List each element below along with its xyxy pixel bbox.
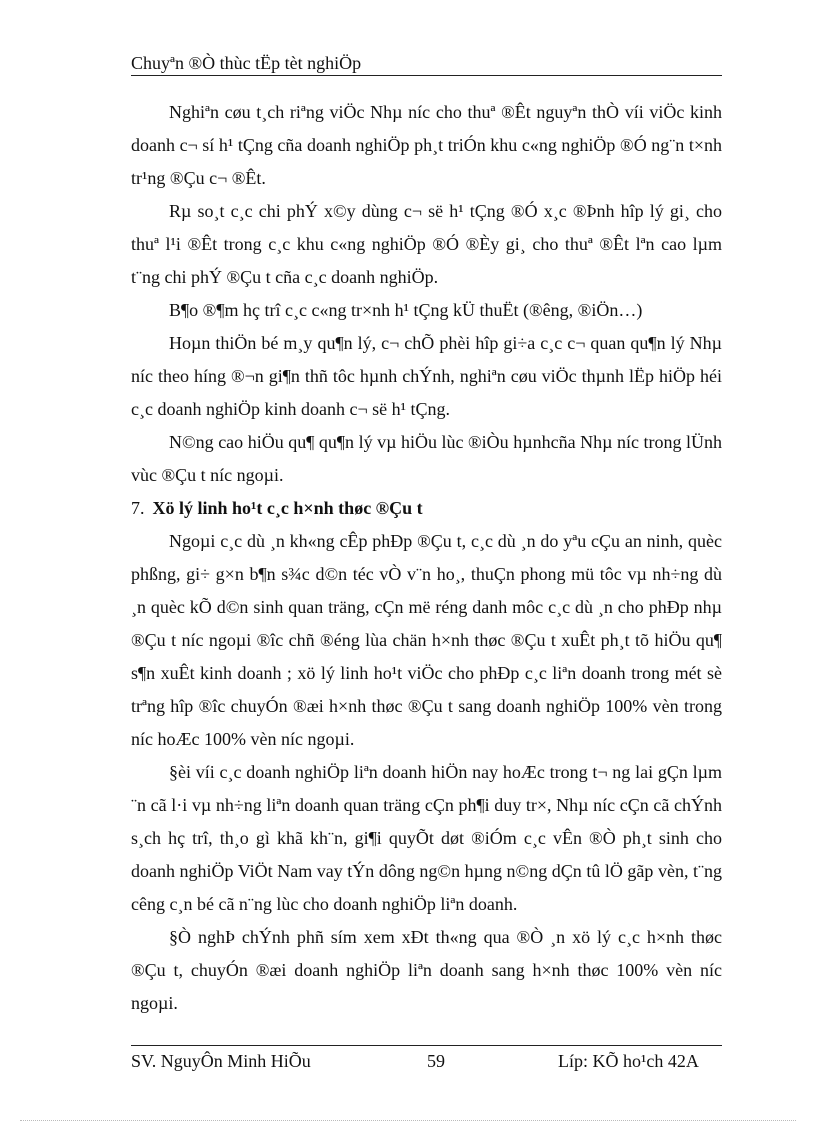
body-paragraph: §Ò nghÞ chÝnh phñ sím xem xÐt th«ng qua ®Ò ¸n xö lý c¸c h×nh thøc ®Çu t, chuyÓn ®æi doanh nghiÖp liªn doanh sang h×nh thøc 100% vèn níc ngoµi.	[131, 927, 722, 1013]
section-title: Xö lý linh ho¹t c¸c h×nh thøc ®Çu t	[152, 498, 423, 518]
document-body	[131, 96, 722, 1020]
body-paragraph: N©ng cao hiÖu qu¶ qu¶n lý vµ hiÖu lùc ®iÒu hµnhcña Nhµ níc trong lÜnh vùc ®Çu t níc ngoµi.	[131, 432, 722, 485]
body-paragraph: §èi víi c¸c doanh nghiÖp liªn doanh hiÖn nay hoÆc trong t¬ ng lai gÇn lµm ¨n cã l·i vµ nh÷ng liªn doanh quan träng cÇn ph¶i duy tr×, Nhµ níc cÇn cã chÝnh s¸ch hç trî, th¸o gì khã kh¨n, gi¶i quyÕt døt ®iÓm c¸c vÊn ®Ò ph¸t sinh cho doanh nghiÖp ViÖt Nam vay tÝn dông ng©n hµng n©ng dÇn tû lÖ gãp vèn, t¨ng cêng c¸n bé cã n¨ng lùc cho doanh nghiÖp liªn doanh.	[131, 762, 722, 914]
section-number: 7.	[131, 498, 145, 518]
body-paragraph: Ngoµi c¸c dù ¸n kh«ng cÊp phÐp ®Çu t, c¸c dù ¸n do yªu cÇu an ninh, quèc phßng, gi÷ g×n b¶n s¾c d©n téc vÒ v¨n ho¸, thuÇn phong mü tôc vµ nh÷ng dù ¸n quèc kÕ d©n sinh quan träng, cÇn më réng danh môc c¸c dù ¸n cho phÐp nhµ ®Çu t níc ngoµi ®îc chñ ®éng lùa chän h×nh thøc ®Çu t xuÊt ph¸t tõ hiÖu qu¶ s¶n xuÊt kinh doanh ; xö lý linh ho¹t viÖc cho phÐp c¸c liªn doanh trong mét sè trªng hîp ®îc chuyÓn ®æi h×nh thøc ®Çu t sang doanh nghiÖp 100% vèn trong níc hoÆc 100% vèn níc ngoµi.	[131, 531, 722, 749]
section-heading	[131, 492, 722, 525]
body-paragraph: B¶o ®¶m hç trî c¸c c«ng tr×nh h¹ tÇng kÜ thuËt (®êng, ®iÖn…)	[169, 300, 643, 320]
body-paragraph: Nghiªn cøu t¸ch riªng viÖc Nhµ níc cho thuª ®Êt nguyªn thÒ víi viÖc kinh doanh c¬ sí h¹ tÇng cña doanh nghiÖp ph¸t triÓn khu c«ng nghiÖp ®Ó ng¨n t×nh tr¹ng ®Çu c¬ ®Êt.	[131, 102, 722, 188]
page-header	[131, 52, 722, 76]
page-bottom-edge	[20, 1120, 796, 1121]
footer-class: Líp: KÕ ho¹ch 42A	[558, 1051, 699, 1071]
footer-divider	[131, 1045, 722, 1046]
body-paragraph: Rµ so¸t c¸c chi phÝ x©y dùng c¬ së h¹ tÇng ®Ó x¸c ®Þnh hîp lý gi¸ cho thuª l¹i ®Êt trong c¸c khu c«ng nghiÖp ®Ó ®Èy gi¸ cho thuª ®Êt lªn cao lµm t¨ng chi phÝ ®Çu t cña c¸c doanh nghiÖp.	[131, 201, 722, 287]
header-title: Chuyªn ®Ò thùc tËp tèt nghiÖp	[131, 53, 362, 73]
body-paragraph: Hoµn thiÖn bé m¸y qu¶n lý, c¬ chÕ phèi hîp gi÷a c¸c c¬ quan qu¶n lý Nhµ níc theo híng ®¬n gi¶n thñ tôc hµnh chÝnh, nghiªn cøu viÖc thµnh lËp hiÖp héi c¸c doanh nghiÖp kinh doanh c¬ së h¹ tÇng.	[131, 333, 722, 419]
footer-student-name: SV. NguyÔn Minh HiÕu	[131, 1051, 311, 1071]
page-number: 59	[427, 1051, 445, 1071]
